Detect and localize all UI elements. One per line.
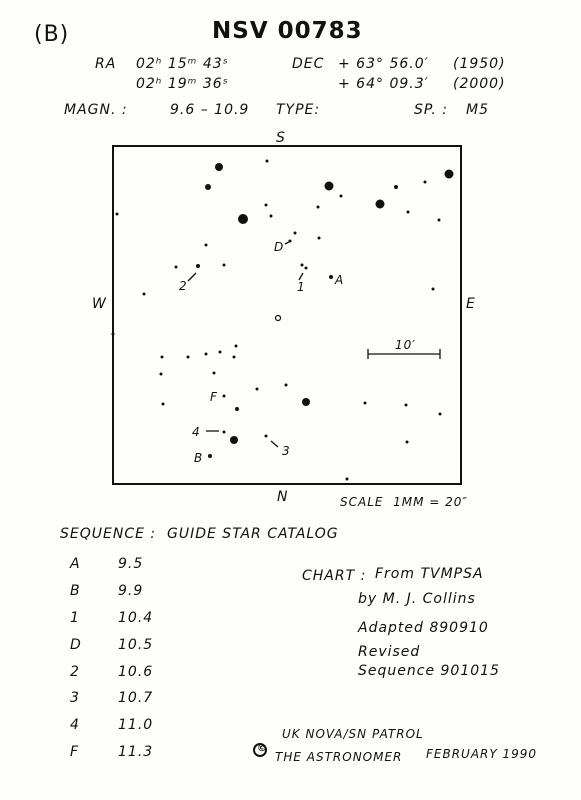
ra-1950: 02ʰ 15ᵐ 43ˢ xyxy=(136,56,229,72)
seq-id-3: 3 xyxy=(70,690,80,706)
magn-label: MAGN. : xyxy=(64,102,128,118)
star-label-1: 1 xyxy=(297,280,306,294)
seq-id-1: 1 xyxy=(70,610,80,626)
seq-id-2: 2 xyxy=(70,664,80,680)
seq-mag-b: 9.9 xyxy=(118,583,144,599)
magn-value: 9.6 – 10.9 xyxy=(170,102,250,118)
star-label-3: 3 xyxy=(282,444,291,458)
panel-label: (B) xyxy=(34,22,70,47)
scale-bar-label: 10′ xyxy=(395,338,416,352)
star-chart-frame xyxy=(112,145,462,485)
chart-revised: Revised xyxy=(358,644,421,660)
compass-south: S xyxy=(276,130,286,146)
star-label-4: 4 xyxy=(192,425,201,439)
seq-mag-1: 10.4 xyxy=(118,610,154,626)
ra-label: RA xyxy=(95,56,117,72)
sequence-heading: SEQUENCE : GUIDE STAR CATALOG xyxy=(60,526,339,542)
sequence-revised: Sequence 901015 xyxy=(358,663,500,679)
seq-mag-2: 10.6 xyxy=(118,664,154,680)
seq-mag-f: 11.3 xyxy=(118,744,154,760)
star-label-f: F xyxy=(210,390,218,404)
compass-east: E xyxy=(466,296,476,312)
seq-mag-d: 10.5 xyxy=(118,637,154,653)
page-title: NSV 00783 xyxy=(212,18,363,44)
chart-credit-source: From TVMPSA xyxy=(375,566,484,582)
patrol-name: UK NOVA/SN PATROL xyxy=(282,727,424,741)
type-label: TYPE: xyxy=(276,102,321,118)
sp-label: SP. : xyxy=(414,102,449,118)
chart-adapted: Adapted 890910 xyxy=(358,620,489,636)
epoch-1950: (1950) xyxy=(453,56,506,72)
star-label-a: A xyxy=(335,273,345,287)
publication-date: FEBRUARY 1990 xyxy=(426,747,538,761)
seq-mag-4: 11.0 xyxy=(118,717,154,733)
star-label-b: B xyxy=(194,451,204,465)
seq-id-a: A xyxy=(70,556,81,572)
sp-value: M5 xyxy=(466,102,489,118)
seq-mag-3: 10.7 xyxy=(118,690,154,706)
seq-id-b: B xyxy=(70,583,81,599)
dec-1950: + 63° 56.0′ xyxy=(338,56,429,72)
chart-credit-author: by M. J. Collins xyxy=(358,591,476,607)
compass-north: N xyxy=(277,489,289,505)
seq-mag-a: 9.5 xyxy=(118,556,144,572)
copyright-icon: © xyxy=(253,743,267,757)
scale-note: SCALE 1MM = 20″ xyxy=(340,495,468,509)
star-label-d: D xyxy=(274,240,285,254)
ra-2000: 02ʰ 19ᵐ 36ˢ xyxy=(136,76,229,92)
seq-id-d: D xyxy=(70,637,82,653)
seq-id-4: 4 xyxy=(70,717,80,733)
epoch-2000: (2000) xyxy=(453,76,506,92)
dec-label: DEC xyxy=(292,56,325,72)
chart-credit-label: CHART : xyxy=(302,568,367,584)
star-label-2: 2 xyxy=(179,279,188,293)
compass-west: W xyxy=(92,296,107,312)
seq-id-f: F xyxy=(70,744,80,760)
publisher-name: THE ASTRONOMER xyxy=(275,750,403,764)
dec-2000: + 64° 09.3′ xyxy=(338,76,429,92)
